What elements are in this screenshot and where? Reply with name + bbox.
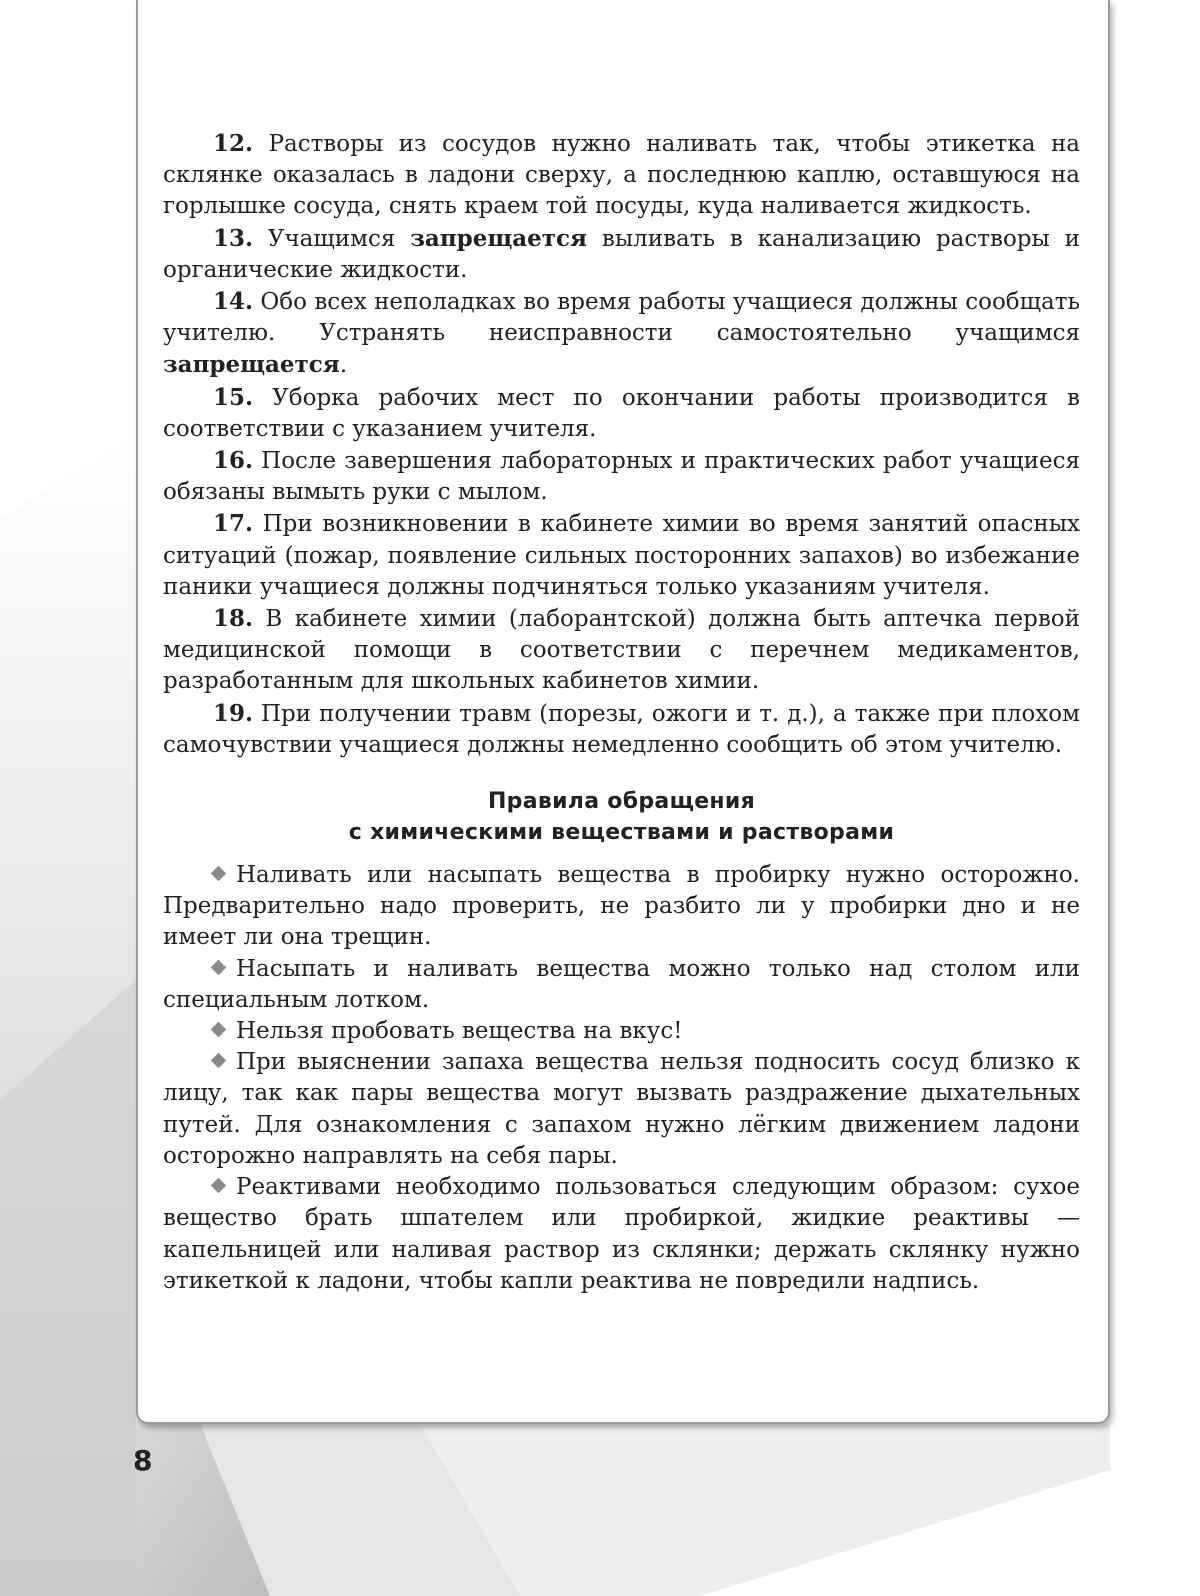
diamond-bullet-icon bbox=[211, 866, 227, 882]
bullet-text: Реактивами необходимо пользоваться следующим образом: сухое вещество брать шпателем или пробиркой, жидкие реактивы — капельницей или наливая раствор из склянки; держать склянку нужно этикеткой к ладони, чтобы капли реактива не повредили надпись. bbox=[163, 1174, 1080, 1294]
rule-text: В кабинете химии (лаборантской) должна быть аптечка первой медицинской помощи в соответствии с перечнем медикаментов, разработанным для школьных кабинетов химии. bbox=[163, 606, 1080, 695]
bullet-item bbox=[163, 1172, 1080, 1297]
rule-number: 13. bbox=[213, 224, 254, 252]
rule-text: Уборка рабочих мест по окончании работы производится в соответствии с указанием учителя. bbox=[163, 384, 1080, 442]
rule-text: Растворы из сосудов нужно наливать так, чтобы этикетка на склянке оказалась в ладони сверху, а последнюю каплю, оставшуюся на горлышке сосуда, снять краем той посуды, куда наливается жидкость. bbox=[163, 131, 1080, 220]
page-content bbox=[163, 128, 1080, 1297]
rule-text: При получении травм (порезы, ожоги и т. д.), а также при плохом самочувствии учащиеся должны немедленно сообщить об этом учителю. bbox=[163, 700, 1080, 758]
rule-text: Учащимся bbox=[253, 225, 411, 252]
bullet-text: Нельзя пробовать вещества на вкус! bbox=[236, 1018, 683, 1045]
rule-number: 18. bbox=[213, 605, 254, 633]
bullet-item bbox=[163, 954, 1080, 1016]
rule-paragraph bbox=[163, 128, 1080, 223]
diamond-bullet-icon bbox=[211, 1178, 227, 1194]
rule-number: 14. bbox=[213, 288, 254, 316]
diamond-bullet-icon bbox=[211, 959, 227, 975]
diamond-bullet-icon bbox=[211, 1022, 227, 1038]
rule-text: Обо всех неполадках во время работы учащиеся должны сообщать учителю. Устранять неисправности самостоятельно учащимся bbox=[163, 289, 1080, 347]
rule-paragraph bbox=[163, 223, 1080, 286]
bullet-item bbox=[163, 860, 1080, 954]
rule-number: 19. bbox=[213, 699, 254, 727]
bullet-text: Наливать или насыпать вещества в пробирку нужно осторожно. Предварительно надо проверить, не разбито ли у пробирки дно и не имеет ли она трещин. bbox=[163, 862, 1080, 951]
rule-number: 12. bbox=[213, 130, 254, 157]
rule-emphasis: запрещается bbox=[410, 224, 588, 252]
rule-emphasis: запрещается bbox=[163, 351, 340, 379]
diamond-bullet-icon bbox=[211, 1053, 227, 1069]
section-heading-line-1: Правила обращения bbox=[487, 789, 756, 815]
rule-text: При возникновении в кабинете химии во время занятий опасных ситуаций (пожар, появление сильных посторонних запахов) во избежание паники учащиеся должны подчиняться только указаниям учителя. bbox=[163, 511, 1080, 600]
handling-rules-list bbox=[163, 860, 1080, 1297]
rule-paragraph bbox=[163, 698, 1080, 761]
rule-paragraph bbox=[163, 382, 1080, 445]
bullet-text: При выяснении запаха вещества нельзя подносить сосуд близко к лицу, так как пары вещества могут вызвать раздражение дыхательных путей. Для ознакомления с запахом нужно лёгким движением ладони осторожно направлять на себя пары. bbox=[163, 1049, 1080, 1169]
rule-text: . bbox=[339, 352, 348, 379]
bullet-text: Насыпать и наливать вещества можно только над столом или специальным лотком. bbox=[163, 955, 1080, 1013]
bullet-item bbox=[163, 1016, 1080, 1047]
bullet-item bbox=[163, 1047, 1080, 1172]
rule-paragraph bbox=[163, 508, 1080, 603]
rule-paragraph bbox=[163, 286, 1080, 382]
rule-number: 16. bbox=[213, 447, 254, 475]
section-heading-line-2: с химическими веществами и растворами bbox=[348, 820, 895, 846]
page-number: 8 bbox=[133, 1444, 153, 1477]
section-heading bbox=[163, 786, 1080, 848]
rule-number: 17. bbox=[213, 510, 254, 538]
rule-number: 15. bbox=[213, 383, 254, 411]
rule-paragraph bbox=[163, 445, 1080, 508]
rule-text: выливать в канализацию растворы и органические жидкости. bbox=[163, 225, 1081, 283]
rule-paragraph bbox=[163, 603, 1080, 698]
safety-rules-list bbox=[163, 128, 1080, 761]
rule-text: После завершения лабораторных и практических работ учащиеся обязаны вымыть руки с мылом. bbox=[163, 448, 1080, 506]
